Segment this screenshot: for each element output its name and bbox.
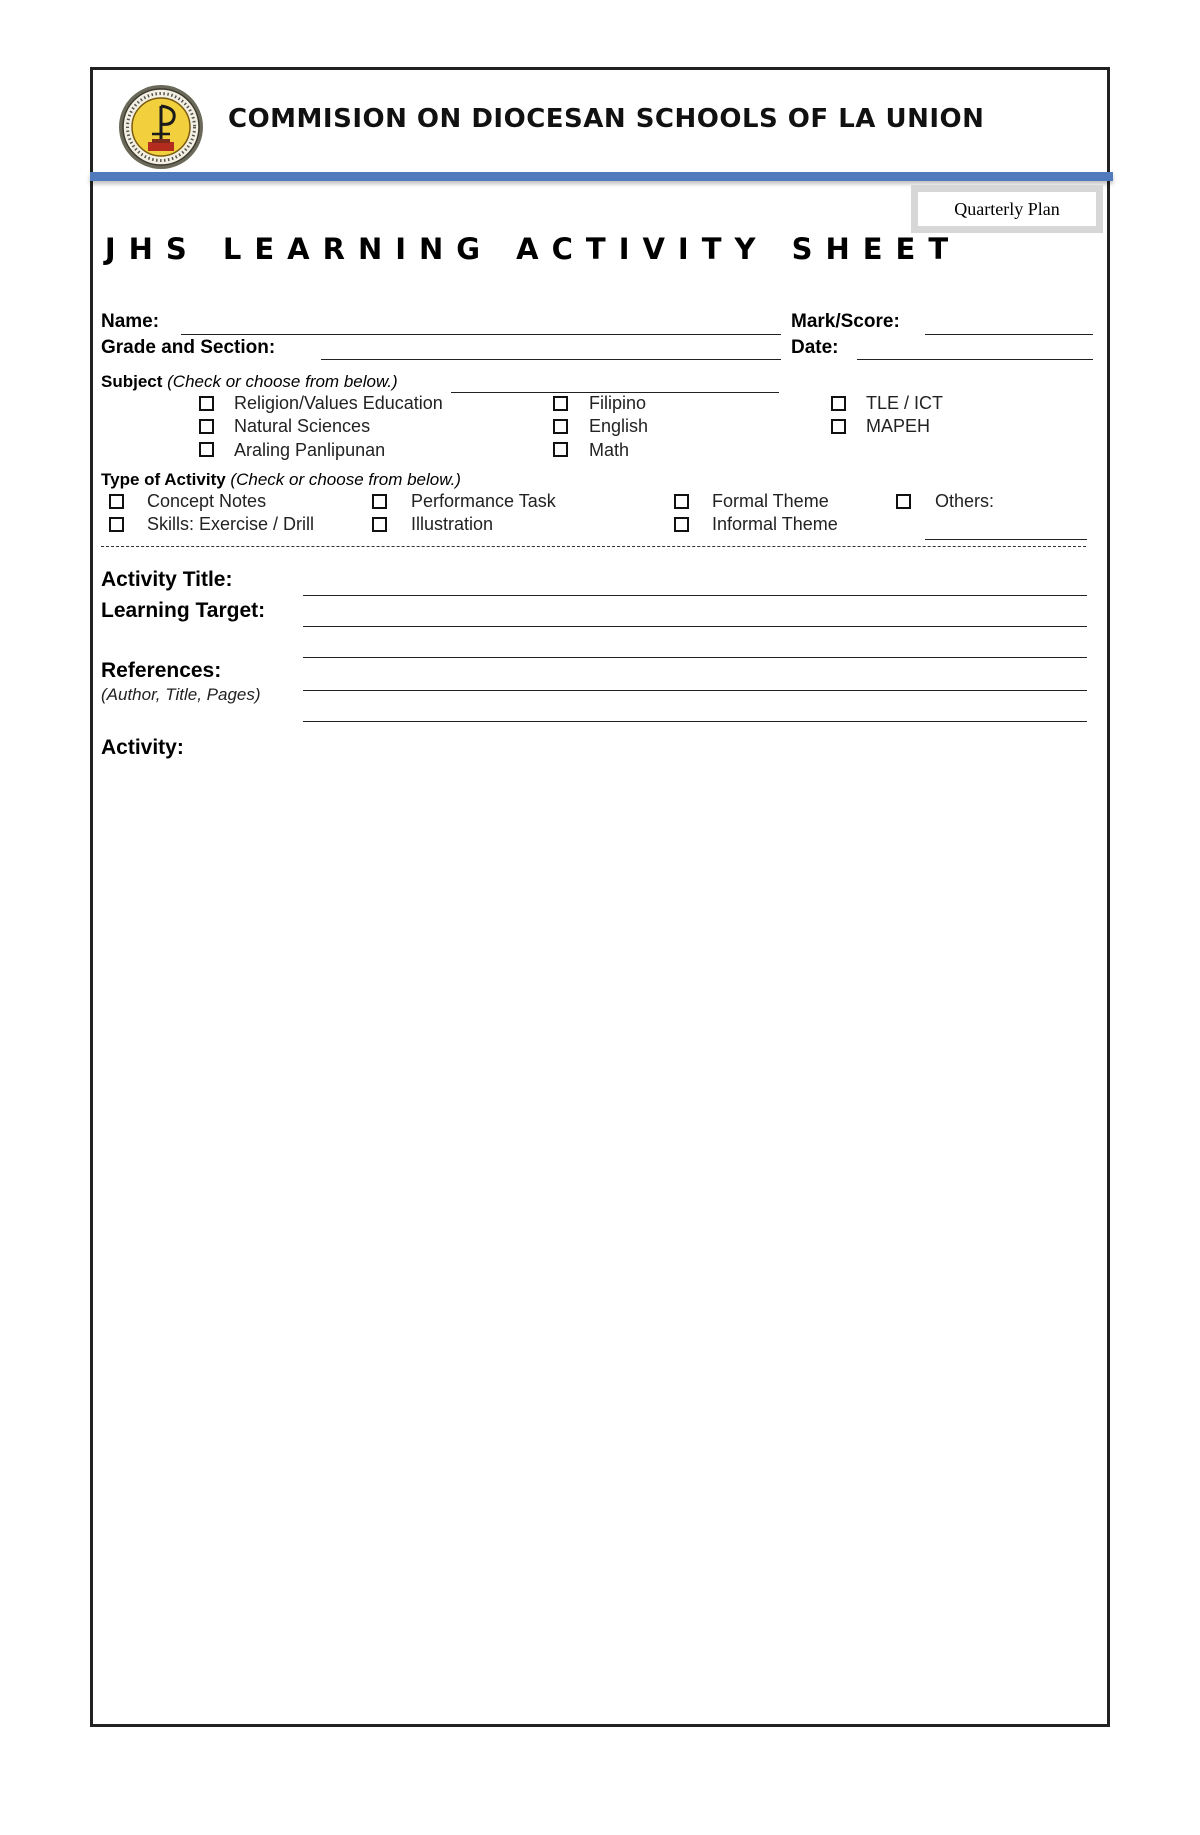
quarterly-plan-label: Quarterly Plan <box>918 192 1096 226</box>
subject-option-mapeh: MAPEH <box>866 416 931 436</box>
subject-option-religion: Religion/Values Education <box>234 393 443 413</box>
subject-checkbox-natural-sciences[interactable] <box>199 419 214 434</box>
activity-title-field[interactable] <box>303 595 1087 596</box>
activity-others-field[interactable] <box>925 539 1087 540</box>
organization-title: COMMISION ON DIOCESAN SCHOOLS OF LA UNION <box>228 104 985 134</box>
subject-option-araling-panlipunan: Araling Panlipunan <box>234 440 386 460</box>
learning-target-field-1[interactable] <box>303 626 1087 627</box>
diocesan-seal-icon <box>118 84 204 170</box>
activity-label: Activity: <box>101 736 184 759</box>
sheet-title: JHS LEARNING ACTIVITY SHEET <box>104 232 962 266</box>
score-field[interactable] <box>925 334 1093 335</box>
activity-option-informal-theme: Informal Theme <box>712 514 838 534</box>
learning-target-field-2[interactable] <box>303 657 1087 658</box>
references-field-1[interactable] <box>303 690 1087 691</box>
name-field[interactable] <box>181 334 781 335</box>
subject-checkbox-tle-ict[interactable] <box>831 396 846 411</box>
subject-option-tle-ict: TLE / ICT <box>866 393 944 413</box>
section-divider <box>101 546 1086 547</box>
activity-option-illustration: Illustration <box>411 514 494 534</box>
subject-checkbox-english[interactable] <box>553 419 568 434</box>
learning-target-label: Learning Target: <box>101 599 266 622</box>
header <box>93 70 1107 172</box>
date-field[interactable] <box>857 359 1093 360</box>
activity-option-skills: Skills: Exercise / Drill <box>147 514 315 534</box>
activity-option-concept-notes: Concept Notes <box>147 491 267 511</box>
subject-option-filipino: Filipino <box>589 393 647 413</box>
subject-checkbox-math[interactable] <box>553 442 568 457</box>
activity-checkbox-others[interactable] <box>896 494 911 509</box>
subject-option-english: English <box>589 416 649 436</box>
activity-checkbox-concept-notes[interactable] <box>109 494 124 509</box>
subject-checkbox-filipino[interactable] <box>553 396 568 411</box>
activity-checkbox-performance-task[interactable] <box>372 494 387 509</box>
subject-instruction: (Check or choose from below.) <box>167 372 398 391</box>
grade-section-field[interactable] <box>321 359 781 360</box>
subject-option-math: Math <box>589 440 630 460</box>
activity-checkbox-illustration[interactable] <box>372 517 387 532</box>
subject-option-natural-sciences: Natural Sciences <box>234 416 371 436</box>
name-label: Name: <box>101 311 160 332</box>
header-bar <box>90 172 1113 181</box>
subject-checkbox-mapeh[interactable] <box>831 419 846 434</box>
references-field-2[interactable] <box>303 721 1087 722</box>
activity-option-others: Others: <box>935 491 995 511</box>
activity-checkbox-formal-theme[interactable] <box>674 494 689 509</box>
activity-option-performance-task: Performance Task <box>411 491 556 511</box>
activity-sheet-page <box>90 67 1110 1727</box>
subject-label-text: Subject <box>101 372 163 391</box>
subject-checkbox-religion[interactable] <box>199 396 214 411</box>
activity-checkbox-skills[interactable] <box>109 517 124 532</box>
grade-section-label: Grade and Section: <box>101 337 276 358</box>
activity-option-formal-theme: Formal Theme <box>712 491 829 511</box>
quarterly-plan-box <box>911 185 1103 233</box>
date-label: Date: <box>791 337 839 358</box>
score-label: Mark/Score: <box>791 311 900 332</box>
activity-type-label <box>101 470 461 490</box>
references-hint: (Author, Title, Pages) <box>101 685 261 704</box>
activity-title-label: Activity Title: <box>101 568 233 591</box>
activity-type-label-text: Type of Activity <box>101 470 226 489</box>
activity-type-instruction: (Check or choose from below.) <box>230 470 461 489</box>
activity-content-area[interactable] <box>101 770 1091 1710</box>
subject-checkbox-araling-panlipunan[interactable] <box>199 442 214 457</box>
references-label: References: <box>101 659 222 682</box>
subject-label <box>101 372 398 392</box>
activity-checkbox-informal-theme[interactable] <box>674 517 689 532</box>
